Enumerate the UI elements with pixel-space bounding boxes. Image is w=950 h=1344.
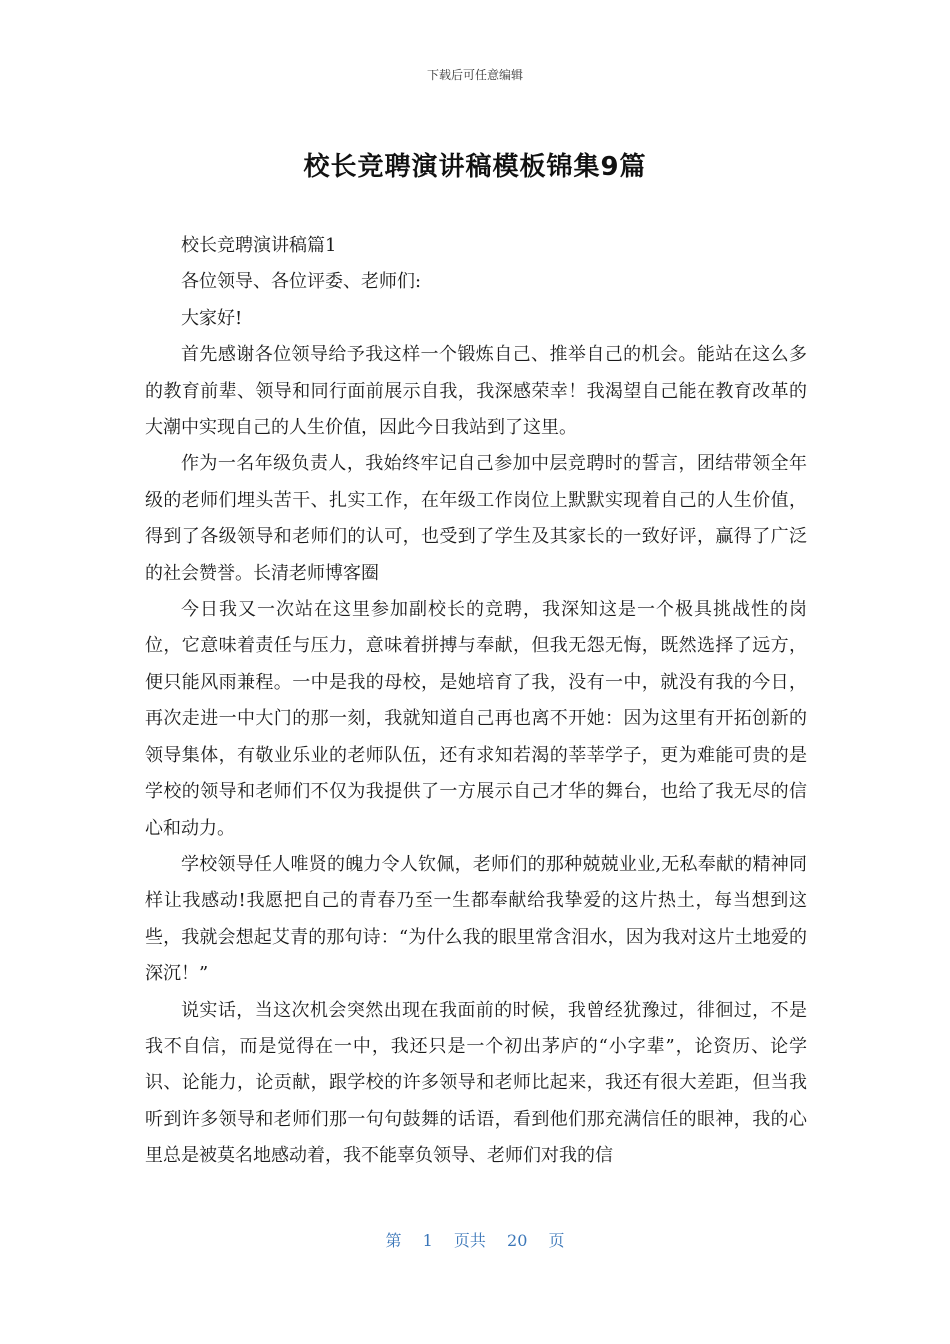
section-heading: 校长竞聘演讲稿篇1 <box>181 235 337 256</box>
greeting: 大家好! <box>181 307 243 329</box>
page-footer <box>0 1228 950 1251</box>
header-note: 下载后可任意编辑 <box>426 68 523 82</box>
footer-prefix: 第 <box>385 1231 402 1250</box>
total-pages-number: 20 <box>507 1231 528 1250</box>
paragraph: 今日我又一次站在这里参加副校长的竞聘，我深知这是一个极具挑战性的岗位，它意味着责任与压力，意味着拼搏与奉献，但我无怨无悔，既然选择了远方，便只能风雨兼程。一中是我的母校，是她培育了我，没有一中，就没有我的今日，再次走进一中大门的那一刻，我就知道自己再也离不开她：因为这里有开拓创新的领导集体，有敬业乐业的老师队伍，还有求知若渴的莘莘学子，更为难能可贵的是学校的领导和老师们不仅为我提供了一方展示自己才华的舞台，也给了我无尽的信心和动力。 <box>145 599 807 839</box>
paragraph: 说实话，当这次机会突然出现在我面前的时候，我曾经犹豫过，徘徊过，不是我不自信，而是觉得在一中，我还只是一个初出茅庐的“小字辈”，论资历、论学识、论能力，论贡献，跟学校的许多领导和老师比起来，我还有很大差距，但当我听到许多领导和老师们那一句句鼓舞的话语，看到他们那充满信任的眼神，我的心里总是被莫名地感动着，我不能辜负领导、老师们对我的信 <box>145 999 807 1167</box>
current-page-number: 1 <box>422 1231 433 1250</box>
footer-middle: 页共 <box>453 1231 486 1250</box>
document-body <box>145 228 807 1175</box>
paragraph: 首先感谢各位领导给予我这样一个锻炼自己、推举自己的机会。能站在这么多的教育前辈、领导和同行面前展示自我，我深感荣幸！我渴望自己能在教育改革的大潮中实现自己的人生价值，因此今日我站到了这里。 <box>145 344 807 439</box>
document-title: 校长竞聘演讲稿模板锦集9篇 <box>303 152 647 182</box>
salutation: 各位领导、各位评委、老师们: <box>181 271 422 293</box>
footer-suffix: 页 <box>548 1231 565 1250</box>
paragraph: 作为一名年级负责人，我始终牢记自己参加中层竞聘时的誓言，团结带领全年级的老师们埋头苦干、扎实工作，在年级工作岗位上默默实现着自己的人生价值，得到了各级领导和老师们的认可，也受到了学生及其家长的一致好评，赢得了广泛的社会赞誉。长清老师博客圈 <box>145 453 807 584</box>
paragraph: 学校领导任人唯贤的魄力令人钦佩，老师们的那种兢兢业业,无私奉献的精神同样让我感动!我愿把自己的青春乃至一生都奉献给我挚爱的这片热土，每当想到这些，我就会想起艾青的那句诗：“为什么我的眼里常含泪水，因为我对这片土地爱的深沉！” <box>145 853 807 985</box>
